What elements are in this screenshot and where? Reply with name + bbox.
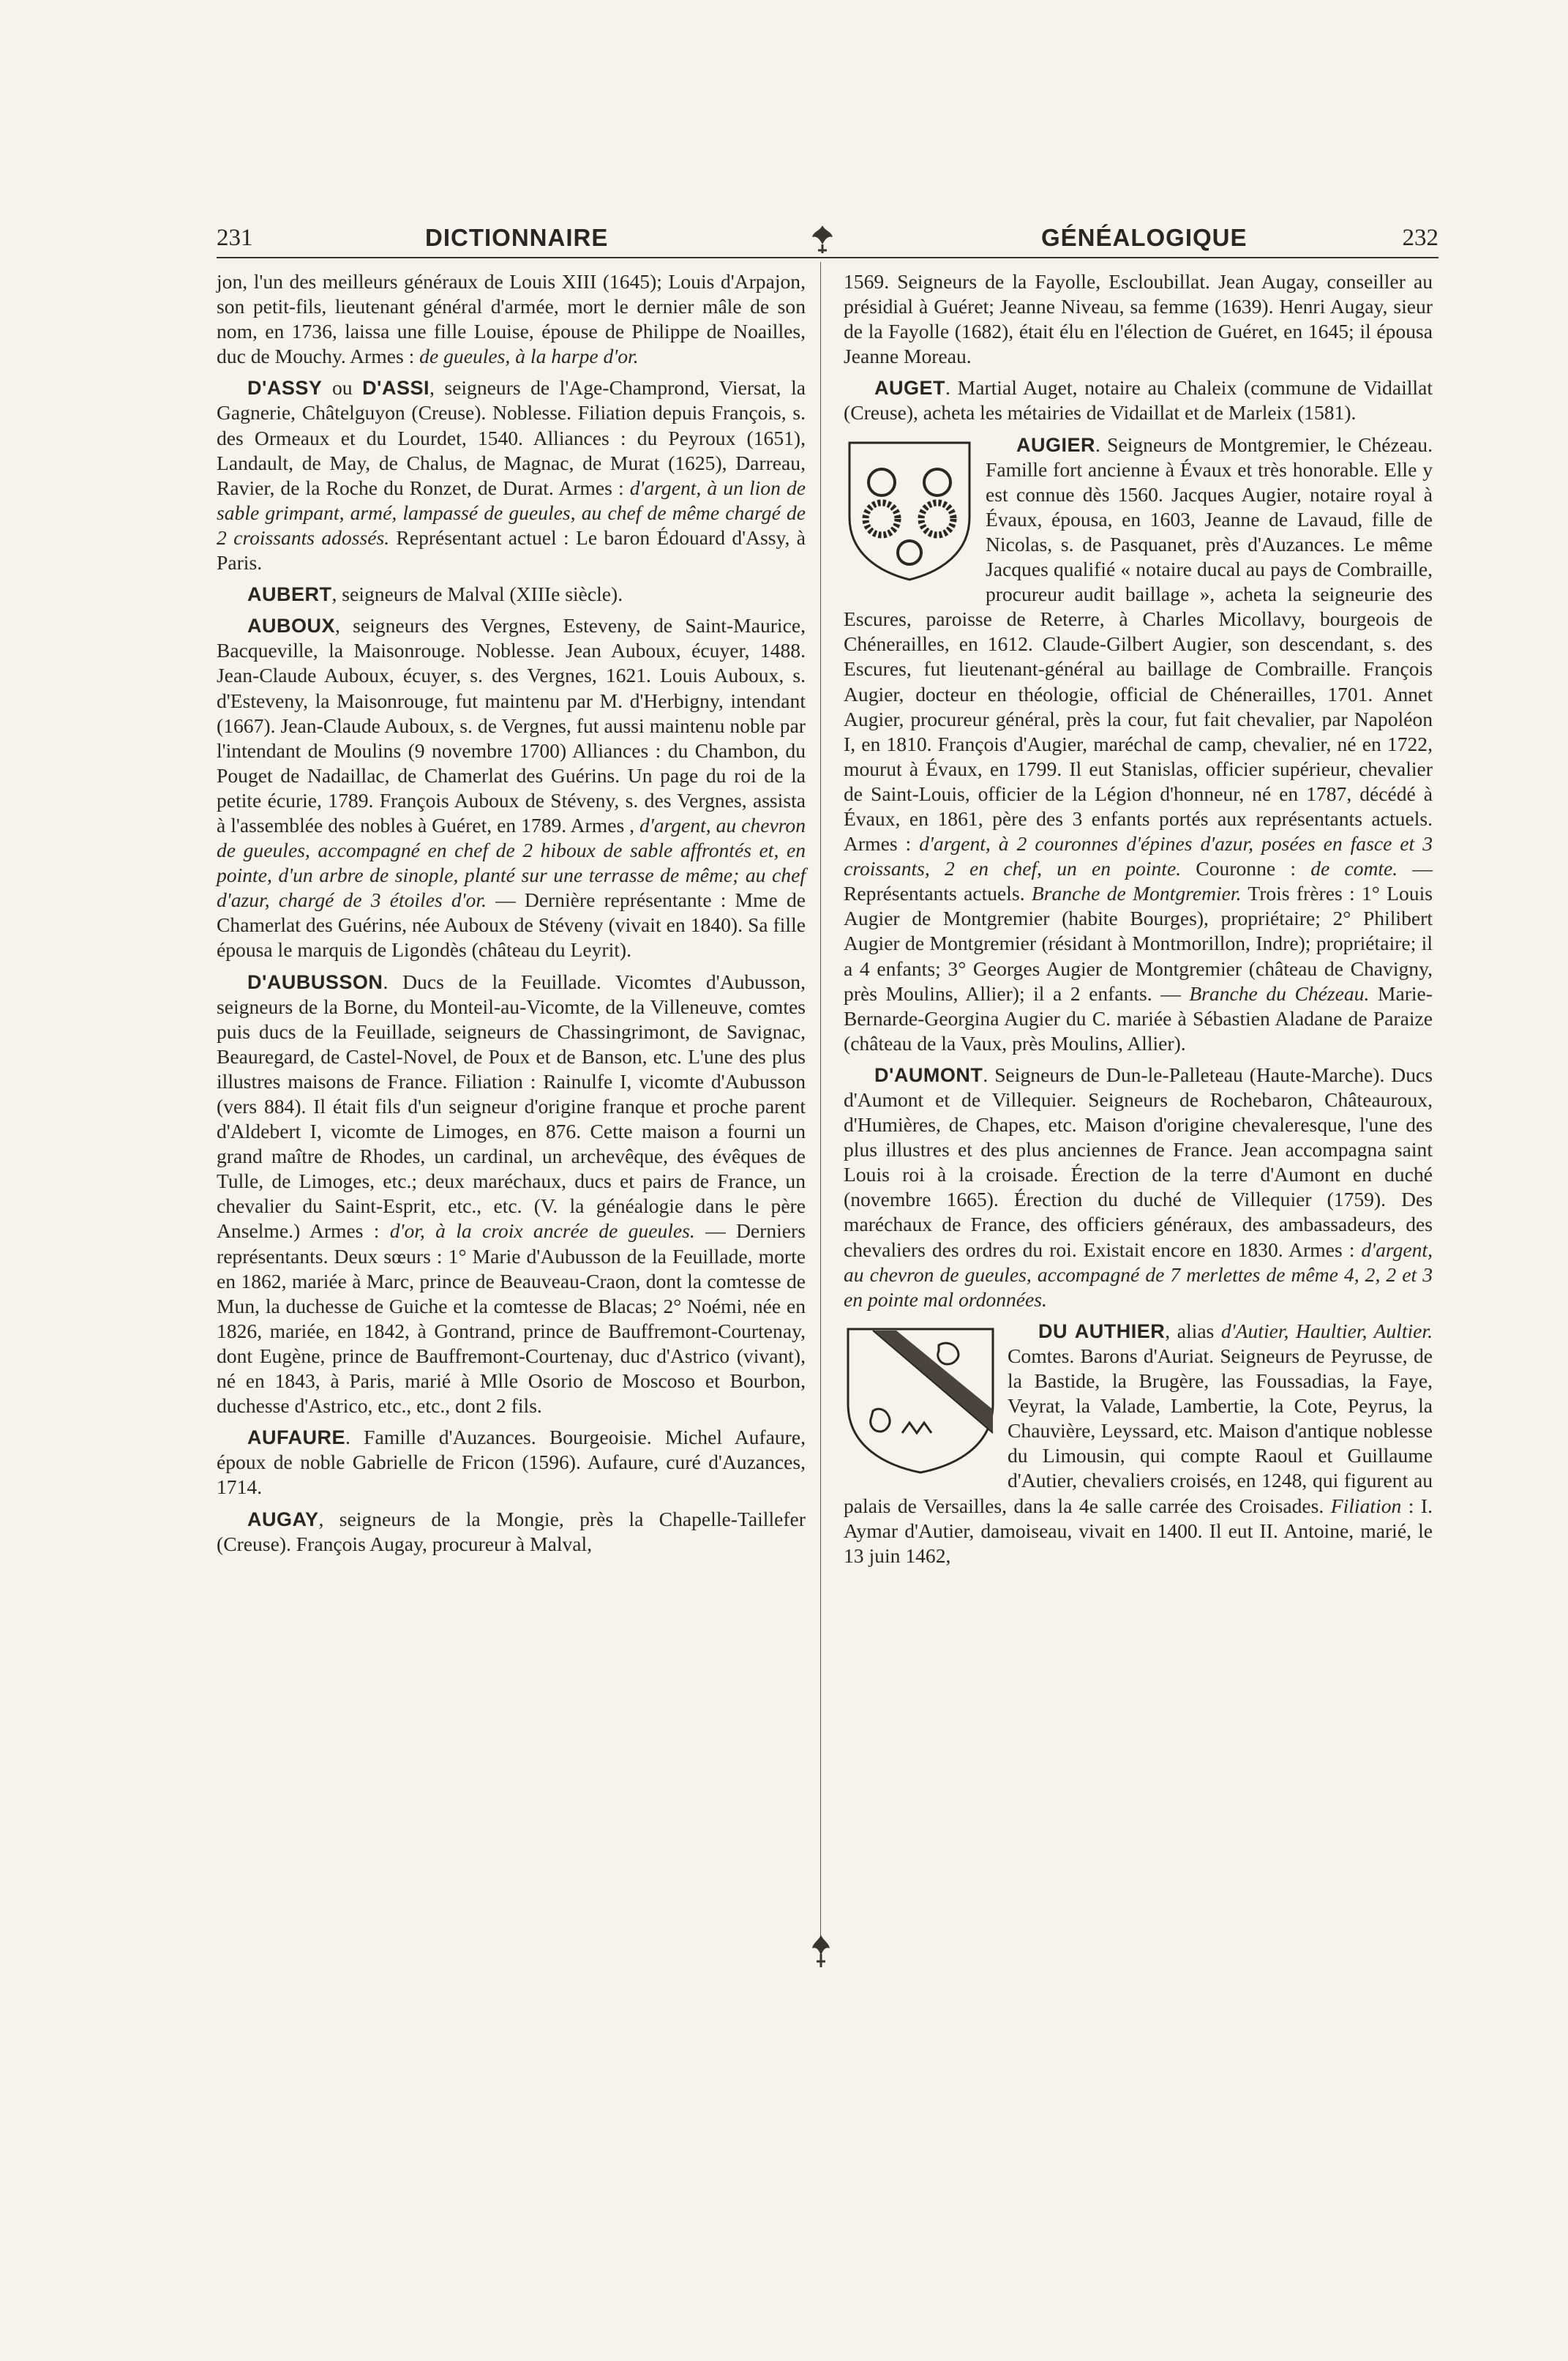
left-running-title: DICTIONNAIRE xyxy=(425,224,609,251)
entry-auboux: AUBOUX, seigneurs des Vergnes, Esteveny, de Saint-Maurice, Bacqueville, la Maisonrouge. Noblesse. Jean Auboux, écuyer, 1488. Jean-Claude Auboux, écuyer, s. des Vergnes, 1621. Louis Auboux, s. d'Esteveny, la Maisonrouge, fut maintenu par M. d'Herbigny, intendant (1667). Jean-Claude Auboux, s. de Vergnes, fut aussi maintenu noble par l'intendant de Moulins (9 novembre 1700) Alliances : du Chambon, du Pouget de Nadaillac, de Chamerlat des Guérins. Un page du roi de la petite écurie, 1789. François Auboux de Stéveny, s. des Vergnes, assista à l'assemblée des nobles à Guéret, en 1789. Armes , d'argent, au chevron de gueules, accompagné en chef de 2 hiboux de sable affrontés et, en pointe, d'un arbre de sinople, planté sur une terrasse de même; au chef d'azur, chargé de 3 étoiles d'or. — Dernière représentante : Mme de Chamerlat des Guérins, née Auboux de Stéveny (vivait en 1840). Sa fille épousa le marquis de Ligondès (château du Leyrit). xyxy=(217,614,806,962)
entry-duauthier: DU AUTHIER, alias d'Autier, Haultier, Aultier. Comtes. Barons d'Auriat. Seigneurs de Peyrusse, de la Bastide, la Brugère, las Foussadias, la Faye, Veyrat, la Valade, Lambertie, la Cote, Peyrus, la Chauvière, Leyssard, etc. Maison d'antique noblesse du Limousin, qui compte Raoul et Guillaume d'Autier, chevaliers croisés, en 1248, qui figurent au palais de Versailles, dans la 4e salle carrée des Croisades. Filiation : I. Aymar d'Autier, damoiseau, vivait en 1400. Il eut II. Antoine, marié, le 13 juin 1462, xyxy=(844,1319,1433,1567)
entry-aubert: AUBERT, seigneurs de Malval (XIIIe siècle). xyxy=(247,583,623,606)
entry-continuation: jon, l'un des meilleurs généraux de Louis XIII (1645); Louis d'Arpajon, son petit-fils, lieutenant général d'armée, mort le dernier mâle de son nom, en 1736, laissa une fille Louise, épouse de Philippe de Noailles, duc de Mouchy. Armes : de gueules, à la harpe d'or. xyxy=(217,270,806,368)
headword: DU AUTHIER xyxy=(1038,1320,1166,1342)
entry-augay: AUGAY, seigneurs de la Mongie, près la Chapelle-Taillefer (Creuse). François Augay, procureur à Malval, xyxy=(217,1507,806,1555)
headword: AUGET xyxy=(874,377,945,400)
header-rule xyxy=(217,257,1438,258)
entry-daubusson: D'AUBUSSON. Ducs de la Feuillade. Vicomtes d'Aubusson, seigneurs de la Borne, du Monteil-au-Vicomte, de la Villeneuve, comtes puis ducs de la Feuillade, seigneurs de Chassingrimont, de Savignac, Beauregard, de Castel-Novel, de Poux et de Banson, etc. L'une des plus illustres maisons de France. Filiation : Rainulfe I, vicomte d'Aubusson (vers 884). Il était fils d'un seigneur d'origine franque et proche parent d'Aldebert I, vicomte de Limoges, en 876. Cette maison a fourni un grand maître de Rhodes, un cardinal, un archevêque, des évêques de Tulle, de Limoges, etc.; deux maréchaux, ducs et pairs de France, un chevalier du Saint-Esprit, etc., etc. (V. la généalogie dans le père Anselme.) Armes : d'or, à la croix ancrée de gueules. — Derniers représentants. Deux sœurs : 1° Marie d'Aubusson de la Feuillade, morte en 1862, mariée à Marc, prince de Beauveau-Craon, dont la comtesse de Mun, la duchesse de Guiche et la comtesse de Blacas; 2° Noémi, née en 1826, mariée, en 1842, à Gontrand, prince de Bauffremont-Courtenay, dont Eugène, prince de Bauffremont-Courtenay, duc d'Astrico (vivant), né en 1843, à Paris, marié à Mlle Osorio de Moscoso et Bourbon, duchesse d'Astrico, etc., etc., dont 2 fils. xyxy=(217,970,806,1418)
entry-aufaure: AUFAURE. Famille d'Auzances. Bourgeoisie. Michel Aufaure, époux de noble Gabrielle de Fricon (1596). Aufaure, curé d'Auzances, 1714. xyxy=(217,1426,806,1499)
headword: AUGIER xyxy=(1016,433,1096,456)
headword: D'ASSY xyxy=(247,377,323,400)
fleuron-ornament-icon xyxy=(808,222,837,266)
entry-augay-continuation: 1569. Seigneurs de la Fayolle, Escloubillat. Jean Augay, conseiller au présidial à Guéret; Jeanne Niveau, sa femme (1639). Henri Augay, sieur de la Fayolle (1682), était élu en l'élection de Guéret, en 1645; il épousa Jeanne Moreau. xyxy=(844,270,1433,368)
page-header xyxy=(217,220,1438,256)
right-page-number: 232 xyxy=(1402,225,1438,251)
bottom-fleuron-icon xyxy=(811,1932,831,1969)
left-page-number: 231 xyxy=(217,225,253,251)
headword: D'AUBUSSON xyxy=(247,970,383,993)
headword: AUGAY xyxy=(247,1508,319,1530)
column-divider xyxy=(820,262,821,1945)
headword: AUBOUX xyxy=(247,615,336,637)
entry-auget: AUGET. Martial Auget, notaire au Chaleix (commune de Vidaillat (Creuse), acheta les métairies de Vidaillat et de Marleix (1581). xyxy=(844,376,1433,424)
duauthier-coat-of-arms-icon xyxy=(844,1323,997,1477)
headword: AUFAURE xyxy=(247,1426,346,1449)
headword: D'AUMONT xyxy=(874,1063,983,1086)
right-running-title: GÉNÉALOGIQUE xyxy=(1041,224,1248,251)
left-column xyxy=(217,269,806,1563)
entry-dassy: D'ASSY ou D'ASSI, seigneurs de l'Age-Champrond, Viersat, la Gagnerie, Châtelguyon (Creuse). Noblesse. Filiation depuis François, s. des Ormeaux et du Lourdet, 1540. Alliances : du Peyroux (1651), Landault, de May, de Chalus, de Magnac, de Murat (1625), Darreau, Ravier, de la Roche du Ronzet, de Durat. Armes : d'argent, à un lion de sable grimpant, armé, lampassé de gueules, au chef de même chargé de 2 croissants adossés. Représentant actuel : Le baron Édouard d'Assy, à Paris. xyxy=(217,376,806,575)
right-column xyxy=(844,269,1433,1575)
augier-coat-of-arms-icon xyxy=(844,437,975,583)
headword: AUBERT xyxy=(247,583,332,606)
entry-daumont: D'AUMONT. Seigneurs de Dun-le-Palleteau (Haute-Marche). Ducs d'Aumont et de Villequier. Seigneurs de Rochebaron, Châteauroux, d'Humières, de Chapes, etc. Maison d'origine chevaleresque, l'une des plus illustres et des plus anciennes de France. Jean accompagna saint Louis roi à la croisade. Érection de la terre d'Aumont en duché (novembre 1665). Érection du duché de Villequier (1759). Des maréchaux de France, des officiers généraux, des ambassadeurs, des chevaliers des ordres du roi. Existait encore en 1830. Armes : d'argent, au chevron de gueules, accompagné de 7 merlettes de même 4, 2, 2 et 3 en pointe mal ordonnées. xyxy=(844,1063,1433,1311)
entry-augier: AUGIER. Seigneurs de Montgremier, le Chézeau. Famille fort ancienne à Évaux et très honorable. Elle y est connue dès 1560. Jacques Augier, notaire royal à Évaux, épousa, en 1603, Jeanne de Lavaud, fille de Nicolas, s. de Pasquanet, près d'Auzances. Le même Jacques qualifié « notaire ducal au pays de Combraille, procureur audit baillage », acheta la seigneurie des Escures, paroisse de Reterre, à Charles Micollavy, bourgeois de Chénerailles, en 1612. Claude-Gilbert Augier, son descendant, s. des Escures, fut lieutenant-général au baillage de Combraille. François Augier, docteur en théologie, official de Chénerailles, 1701. Annet Augier, procureur général, près la cour, fut fait chevalier, par Napoléon I, en 1810. François d'Augier, maréchal de camp, chevalier, né en 1722, mourut à Évaux, en 1799. Il eut Stanislas, officier supérieur, chevalier de Saint-Louis, officier de la Légion d'honneur, né en 1787, décédé à Évaux, en 1861, père des 3 enfants portés aux représentants actuels. Armes : d'argent, à 2 couronnes d'épines d'azur, posées en fasce et 3 croissants, 2 en chef, un en pointe. Couronne : de comte. — Représentants actuels. Branche de Montgremier. Trois frères : 1° Louis Augier de Montgremier (habite Bourges), propriétaire; 2° Philibert Augier de Montgremier (résidant à Montmorillon, Indre); propriétaire; il a 4 enfants; 3° Georges Augier de Montgremier (château de Chavigny, près Moulins, Allier); il a 2 enfants. — Branche du Chézeau. Marie-Bernarde-Georgina Augier du C. mariée à Sébastien Aladane de Paraize (château de la Vaux, près Moulins, Allier). xyxy=(844,433,1433,1055)
